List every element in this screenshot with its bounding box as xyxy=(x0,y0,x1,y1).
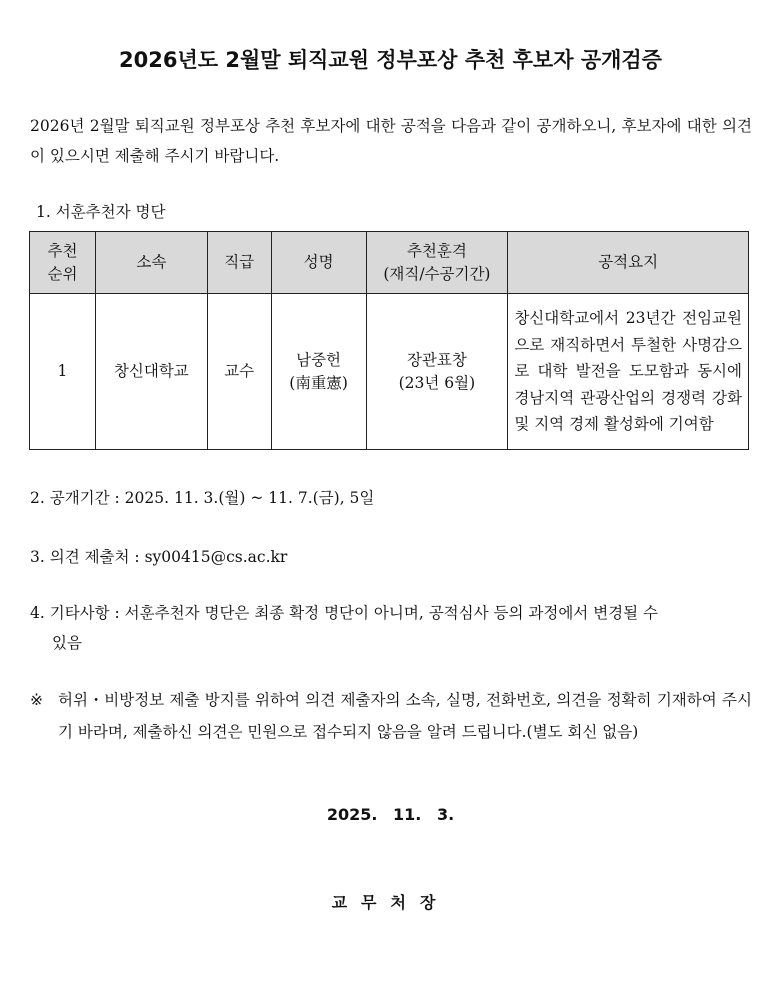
cell-position: 교수 xyxy=(207,294,271,450)
table-header-row xyxy=(30,232,749,294)
header-rank: 추천 순위 xyxy=(30,232,96,294)
document-title: 2026년도 2월말 퇴직교원 정부포상 추천 후보자 공개검증 xyxy=(119,48,662,72)
cell-award: 장관표창 (23년 6월) xyxy=(366,294,508,450)
disclosure-period: 2. 공개기간 : 2025. 11. 3.(월) ~ 11. 7.(금), 5일 xyxy=(30,489,375,507)
cell-name: 남중헌 (南重憲) xyxy=(271,294,366,450)
header-position: 직급 xyxy=(207,232,271,294)
cell-rank: 1 xyxy=(30,294,96,450)
cell-merit: 창신대학교에서 23년간 전임교원으로 재직하면서 투철한 사명감으로 대학 발전을 도모함과 동시에 경남지역 관광산업의 경쟁력 강화 및 지역 경제 활성화에 기여함 xyxy=(508,294,749,450)
header-affiliation: 소속 xyxy=(95,232,207,294)
intro-paragraph: 2026년 2월말 퇴직교원 정부포상 추천 후보자에 대한 공적을 다음과 같이 공개하오니, 후보자에 대한 의견이 있으시면 제출해 주시기 바랍니다. xyxy=(30,117,752,165)
reference-mark-icon: ※ xyxy=(30,691,43,709)
notice-paragraph: ※ 허위・비방정보 제출 방지를 위하여 의견 제출자의 소속, 실명, 전화번호, 의견을 정확히 기재하여 주시기 바라며, 제출하신 의견은 민원으로 접수되지 않음을 알려 드립니다.(별도 회신 없음) xyxy=(30,684,752,748)
section-heading-candidates: 1. 서훈추천자 명단 xyxy=(36,203,166,221)
signer-title: 교무처장 xyxy=(331,893,450,912)
submission-contact: 3. 의견 제출처 : sy00415@cs.ac.kr xyxy=(30,548,288,566)
header-award: 추천훈격 (재직/수공기간) xyxy=(366,232,508,294)
document-date: 2025. 11. 3. xyxy=(326,805,455,824)
cell-affiliation: 창신대학교 xyxy=(95,294,207,450)
other-notes: 4. 기타사항 : 서훈추천자 명단은 최종 확정 명단이 아니며, 공적심사 등의 과정에서 변경될 수 있음 xyxy=(30,604,659,652)
header-merit: 공적요지 xyxy=(508,232,749,294)
header-name: 성명 xyxy=(271,232,366,294)
candidate-table xyxy=(29,231,749,450)
table-row xyxy=(30,294,749,450)
